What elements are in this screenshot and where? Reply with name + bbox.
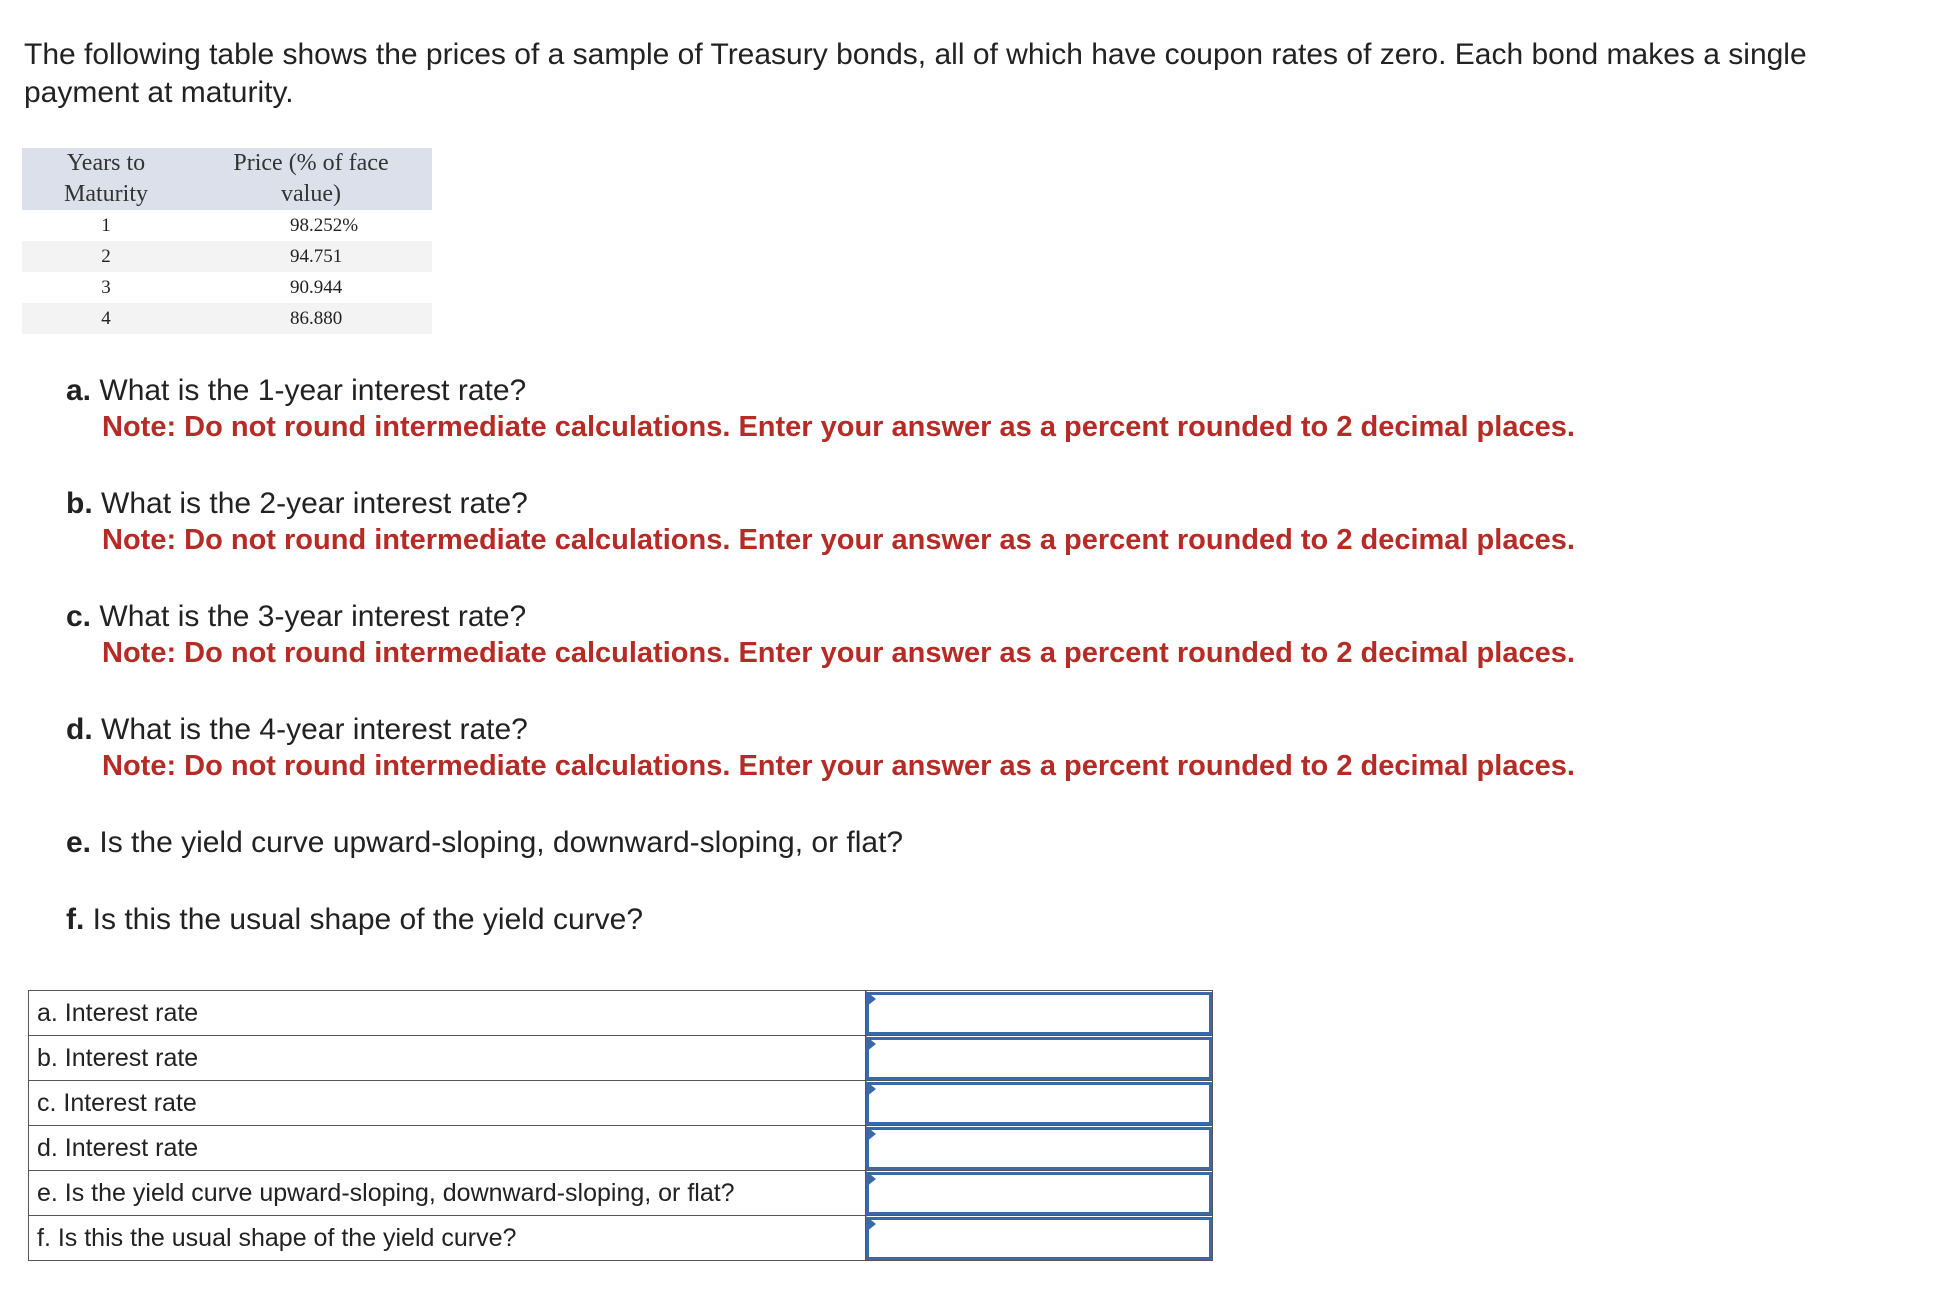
- answer-label: f. Is this the usual shape of the yield curve?: [29, 1216, 866, 1261]
- table-row: [22, 210, 432, 241]
- question-d: [66, 711, 1866, 785]
- answer-label: b. Interest rate: [29, 1036, 866, 1081]
- question-note: Note: Do not round intermediate calculations. Enter your answer as a percent rounded to 2 decimal places.: [102, 637, 1575, 669]
- bond-price-table: [22, 148, 432, 334]
- answer-input-e[interactable]: [866, 1172, 1212, 1215]
- flag-icon: [866, 1081, 876, 1097]
- intro-line-2: payment at maturity.: [24, 76, 294, 109]
- question-note: Note: Do not round intermediate calculations. Enter your answer as a percent rounded to 2 decimal places.: [102, 524, 1575, 556]
- answer-row: [29, 991, 1213, 1036]
- question-text: What is the 3-year interest rate?: [99, 600, 527, 633]
- flag-icon: [866, 991, 876, 1007]
- answer-label: e. Is the yield curve upward-sloping, downward-sloping, or flat?: [29, 1171, 866, 1216]
- years-cell: 2: [22, 241, 190, 272]
- answer-row: [29, 1126, 1213, 1171]
- years-cell: 4: [22, 303, 190, 334]
- question-f: [66, 901, 1866, 938]
- flag-icon: [866, 1171, 876, 1187]
- question-c: [66, 598, 1866, 672]
- question-text: What is the 1-year interest rate?: [99, 374, 527, 407]
- table-row: [22, 272, 432, 303]
- question-letter: f.: [66, 903, 85, 936]
- price-table-header-row: [22, 148, 432, 210]
- question-text: Is the yield curve upward-sloping, downward-sloping, or flat?: [99, 826, 904, 859]
- flag-icon: [866, 1036, 876, 1052]
- question-note: Note: Do not round intermediate calculations. Enter your answer as a percent rounded to 2 decimal places.: [102, 411, 1575, 443]
- answer-label: a. Interest rate: [29, 991, 866, 1036]
- questions-list: [66, 372, 1866, 978]
- years-to-maturity-header: Years to Maturity: [22, 148, 190, 210]
- question-a: [66, 372, 1866, 446]
- answer-row: [29, 1081, 1213, 1126]
- years-cell: 1: [101, 214, 111, 236]
- question-letter: c.: [66, 600, 92, 633]
- flag-icon: [866, 1126, 876, 1142]
- price-cell: 94.751: [190, 241, 432, 272]
- answer-input-f[interactable]: [866, 1217, 1212, 1260]
- answer-row: [29, 1216, 1213, 1261]
- question-e: [66, 824, 1866, 861]
- question-text: Is this the usual shape of the yield curve?: [92, 903, 643, 936]
- answer-input-a[interactable]: [866, 992, 1212, 1035]
- answer-input-c[interactable]: [866, 1082, 1212, 1125]
- years-cell: 3: [101, 276, 111, 298]
- price-cell: 86.880: [190, 303, 432, 334]
- question-letter: b.: [66, 487, 93, 520]
- answer-input-b[interactable]: [866, 1037, 1212, 1080]
- question-letter: e.: [66, 826, 92, 859]
- answer-label: c. Interest rate: [29, 1081, 866, 1126]
- question-letter: a.: [66, 374, 92, 407]
- question-text: What is the 2-year interest rate?: [101, 487, 528, 520]
- answer-input-d[interactable]: [866, 1127, 1212, 1170]
- price-header: Price (% of face value): [190, 148, 432, 210]
- flag-icon: [866, 1216, 876, 1232]
- question-text: What is the 4-year interest rate?: [101, 713, 528, 746]
- answer-row: [29, 1036, 1213, 1081]
- table-row: [22, 303, 432, 334]
- answer-row: [29, 1171, 1213, 1216]
- question-letter: d.: [66, 713, 93, 746]
- answer-table: [28, 990, 1213, 1261]
- question-note: Note: Do not round intermediate calculations. Enter your answer as a percent rounded to 2 decimal places.: [102, 750, 1575, 782]
- table-row: [22, 241, 432, 272]
- question-b: [66, 485, 1866, 559]
- price-cell: 98.252%: [290, 214, 359, 236]
- intro-line-1: The following table shows the prices of a sample of Treasury bonds, all of which have coupon rates of zero. Each bond makes a single: [24, 38, 1807, 71]
- price-cell: 90.944: [290, 276, 343, 298]
- intro-text: [24, 36, 1924, 112]
- answer-label: d. Interest rate: [29, 1126, 866, 1171]
